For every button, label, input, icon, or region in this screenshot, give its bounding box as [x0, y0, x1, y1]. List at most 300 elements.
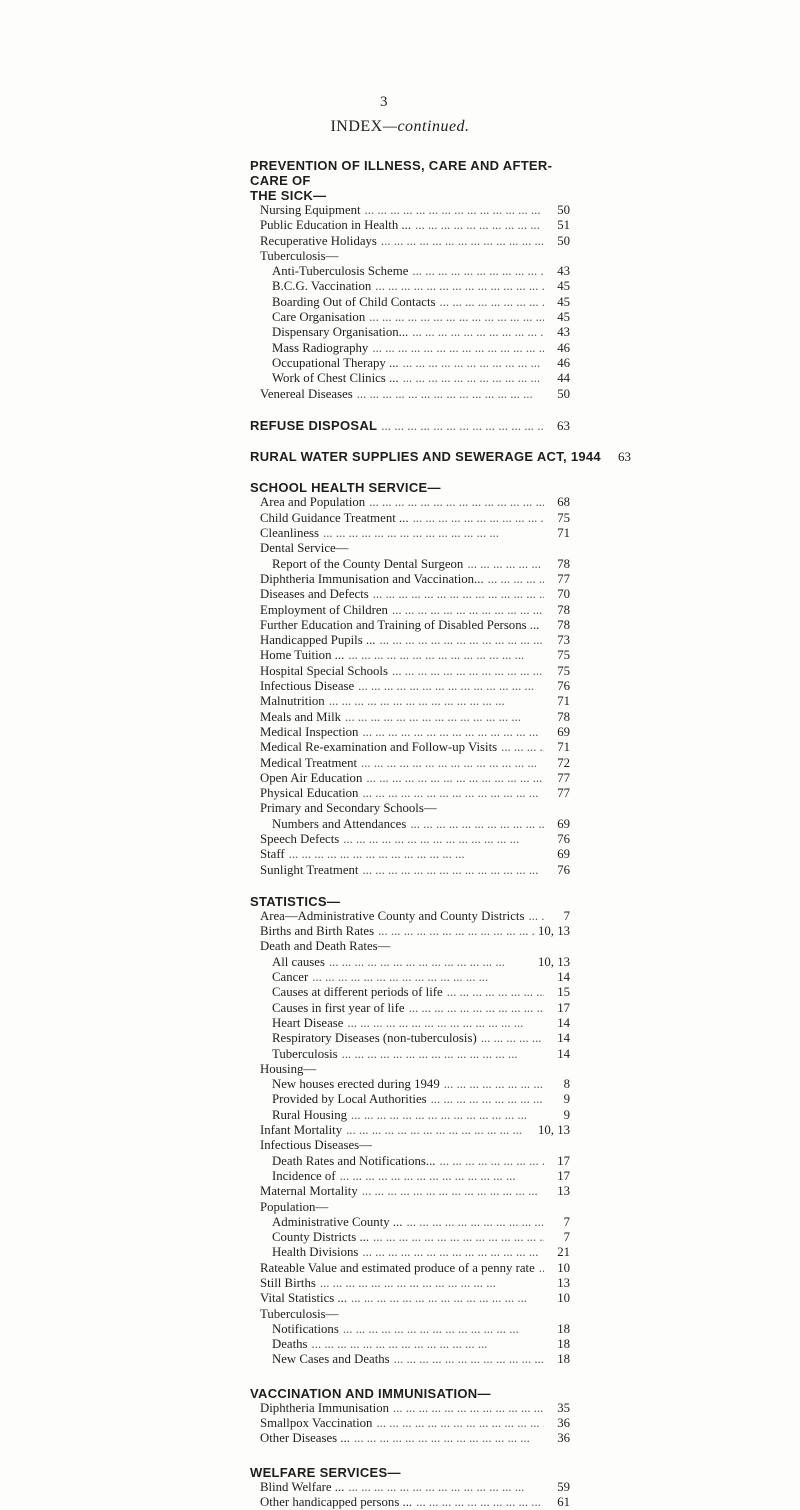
page-ref: 15	[557, 985, 570, 1000]
index-entry	[250, 1337, 570, 1352]
leader-dots	[350, 1431, 544, 1446]
index-entry	[250, 557, 570, 572]
index-section	[250, 158, 570, 402]
entry-label: Nursing Equipment	[260, 203, 361, 217]
page-ref: 45	[557, 310, 570, 325]
index-entry	[250, 1108, 570, 1123]
page-ref: 35	[557, 1400, 570, 1415]
index-entry	[250, 817, 570, 832]
leader-dots	[427, 1092, 544, 1107]
entry-label: Speech Defects	[260, 831, 340, 846]
leader-dots	[339, 1322, 544, 1337]
entry-label: Maternal Mortality	[260, 1184, 358, 1199]
title-main: INDEX	[330, 118, 383, 135]
page-ref: 78	[557, 709, 570, 724]
index-entry	[250, 1261, 570, 1276]
leader-dots	[343, 1016, 544, 1031]
page-ref: 17	[557, 1168, 570, 1183]
index-subheading	[250, 1138, 570, 1153]
entry-label: Blind Welfare ...	[260, 1479, 345, 1494]
index-entry	[250, 603, 570, 618]
page-ref: 50	[557, 233, 570, 248]
section-heading: STATISTICS—	[250, 893, 341, 909]
leader-dots	[377, 234, 544, 249]
entry-label: Tuberculosis—	[260, 248, 339, 263]
entry-label: Still Births	[260, 1276, 316, 1290]
section-heading: WELFARE SERVICES—	[250, 1464, 401, 1480]
index-entry	[250, 587, 570, 602]
entry-label: Smallpox Vaccination	[260, 1416, 373, 1431]
index-entry	[250, 310, 570, 325]
entry-label: Infectious Diseases—	[260, 1138, 372, 1153]
entry-label: Infant Mortality	[260, 1123, 343, 1138]
leader-dots	[406, 817, 544, 832]
leader-dots	[412, 1495, 544, 1510]
leader-dots	[285, 847, 544, 862]
leader-dots	[369, 587, 544, 602]
page-ref: 43	[557, 325, 570, 340]
index-entry	[250, 1401, 570, 1416]
leader-dots	[374, 924, 536, 939]
index-entry	[250, 511, 570, 526]
page-ref: 7	[563, 1230, 570, 1245]
index-entry	[250, 279, 570, 294]
leader-dots	[402, 1215, 544, 1230]
section-heading-continued: THE SICK—	[250, 188, 327, 203]
index-subheading	[250, 801, 570, 816]
index-entry	[250, 985, 570, 1000]
leader-dots	[388, 664, 544, 679]
entry-label: Medical Inspection	[260, 724, 359, 739]
index-entry	[250, 847, 570, 862]
leader-dots	[365, 310, 544, 325]
leader-dots	[435, 1154, 544, 1169]
index-entry	[250, 1276, 570, 1291]
leader-dots	[347, 1108, 544, 1123]
page-ref: 59	[557, 1479, 570, 1494]
index-entry	[250, 1480, 570, 1495]
entry-label: Staff	[260, 847, 285, 862]
index-entry	[250, 1077, 570, 1092]
page-ref: 14	[557, 970, 570, 985]
index-entry	[250, 679, 570, 694]
entry-label: Tuberculosis—	[260, 1306, 339, 1321]
leader-dots	[342, 1123, 536, 1138]
page-ref: 44	[557, 371, 570, 386]
leader-dots	[484, 572, 544, 587]
page-ref: 18	[557, 1337, 570, 1352]
index-entry	[250, 909, 570, 924]
page-ref: 75	[557, 648, 570, 663]
page-ref: 9	[563, 1092, 570, 1107]
leader-dots	[399, 371, 544, 386]
leader-dots	[440, 1077, 544, 1092]
entry-label: Anti-Tuberculosis Scheme	[272, 264, 409, 279]
entry-label: Recuperative Holidays	[260, 233, 377, 248]
leader-dots	[347, 1291, 544, 1306]
page-ref: 70	[557, 587, 570, 602]
page-ref: 7	[563, 908, 570, 923]
index-entry	[250, 1154, 570, 1169]
entry-label: New houses erected during 1949	[272, 1077, 440, 1092]
index-entry	[250, 832, 570, 847]
page-ref: 14	[557, 1046, 570, 1061]
leader-dots	[325, 694, 544, 709]
entry-label: Child Guidance Treatment ...	[260, 510, 409, 525]
page-ref: 77	[557, 571, 570, 586]
index-entry	[250, 694, 570, 709]
page-ref: 63	[557, 417, 570, 433]
index-section	[250, 1386, 570, 1447]
entry-label: Area and Population	[260, 495, 366, 510]
index-subheading	[250, 1200, 570, 1215]
entry-label: Dental Service—	[260, 541, 349, 556]
index-entry	[250, 1322, 570, 1337]
leader-dots	[535, 1261, 544, 1276]
page-ref: 7	[563, 1214, 570, 1229]
entry-label: Births and Birth Rates	[260, 924, 375, 939]
page-ref: 46	[557, 340, 570, 355]
leader-dots	[463, 557, 544, 572]
entry-label: Dispensary Organisation...	[272, 325, 409, 340]
page-ref: 72	[557, 755, 570, 770]
entry-label: Employment of Children	[260, 602, 388, 617]
entry-label: Tuberculosis	[272, 1046, 338, 1061]
page-ref: 73	[557, 633, 570, 648]
page-ref: 14	[557, 1015, 570, 1030]
index-entry	[250, 203, 570, 218]
entry-label: Death and Death Rates—	[260, 939, 391, 954]
leader-dots	[376, 633, 544, 648]
index-entry	[250, 710, 570, 725]
index-entry	[250, 218, 570, 233]
page-ref: 50	[557, 386, 570, 401]
leader-dots	[358, 863, 544, 878]
index-entry	[250, 572, 570, 587]
entry-label: Numbers and Attendances	[272, 816, 407, 831]
index-entry	[250, 863, 570, 878]
index-subheading	[250, 249, 570, 264]
page-ref: 78	[557, 556, 570, 571]
entry-label: Care Organisation	[272, 310, 366, 325]
entry-label: Primary and Secondary Schools—	[260, 801, 437, 816]
entry-label: All causes	[272, 954, 325, 969]
page-ref: 8	[563, 1077, 570, 1092]
index-entry	[250, 1352, 570, 1367]
index-entry	[250, 341, 570, 356]
page-ref: 45	[557, 279, 570, 294]
leader-dots	[341, 710, 544, 725]
page-ref: 10	[557, 1260, 570, 1275]
entry-label: Infectious Disease	[260, 679, 355, 694]
entry-label: Notifications	[272, 1321, 339, 1336]
entry-label: Home Tuition ...	[260, 648, 345, 663]
page-ref: 77	[557, 786, 570, 801]
entry-label: Other Diseases ...	[260, 1431, 350, 1446]
index-entry	[250, 924, 570, 939]
leader-dots	[319, 526, 544, 541]
entry-label: Housing—	[260, 1061, 317, 1076]
entry-label: Diphtheria Immunisation and Vaccination...	[260, 571, 484, 586]
page-ref: 71	[557, 526, 570, 541]
entry-label: Causes in first year of life	[272, 1000, 405, 1015]
page-ref: 50	[557, 203, 570, 217]
leader-dots	[408, 264, 544, 279]
entry-label: Handicapped Pupils ...	[260, 633, 376, 648]
index-entry	[250, 387, 570, 402]
index-entry	[250, 786, 570, 801]
leader-dots	[358, 1245, 544, 1260]
index-entry	[250, 970, 570, 985]
index-entry	[250, 325, 570, 340]
entry-label: Vital Statistics ...	[260, 1291, 348, 1306]
index-entry	[250, 771, 570, 786]
index-entry	[250, 1031, 570, 1046]
index-section	[250, 449, 631, 465]
entry-label: Hospital Special Schools	[260, 663, 388, 678]
page-title	[0, 118, 800, 136]
page-ref: 51	[557, 218, 570, 233]
section-heading-row	[250, 449, 631, 465]
entry-label: Report of the County Dental Surgeon	[272, 556, 464, 571]
page-ref: 63	[617, 449, 631, 465]
leader-dots	[409, 511, 544, 526]
page-ref: 10, 13	[538, 924, 570, 939]
index-entry	[250, 740, 570, 755]
index-entry	[250, 1215, 570, 1230]
leader-dots	[365, 495, 544, 510]
leader-dots	[361, 203, 544, 218]
index-entry	[250, 756, 570, 771]
index-entry	[250, 1169, 570, 1184]
index-entry	[250, 1245, 570, 1260]
leader-dots	[358, 1184, 544, 1199]
leader-dots	[308, 1337, 544, 1352]
page-number: 3	[380, 94, 388, 110]
page-ref: 75	[557, 663, 570, 678]
entry-label: Respiratory Diseases (non-tuberculosis)	[272, 1031, 477, 1046]
entry-label: Causes at different periods of life	[272, 985, 443, 1000]
entry-label: Sunlight Treatment	[260, 862, 359, 877]
leader-dots	[389, 1401, 544, 1416]
page-ref: 21	[557, 1245, 570, 1260]
leader-dots	[336, 1169, 544, 1184]
entry-label: Boarding Out of Child Contacts	[272, 294, 436, 309]
page-ref: 18	[557, 1321, 570, 1336]
index-entry	[250, 526, 570, 541]
entry-label: B.C.G. Vaccination	[272, 279, 372, 294]
index-entry	[250, 725, 570, 740]
leader-dots	[344, 648, 544, 663]
page-ref: 68	[557, 495, 570, 510]
leader-dots	[443, 985, 544, 1000]
index-content	[250, 158, 631, 1510]
entry-label: Open Air Education	[260, 770, 363, 785]
page-ref: 17	[557, 1000, 570, 1015]
page-ref: 69	[557, 847, 570, 862]
leader-dots	[388, 603, 544, 618]
entry-label: Medical Treatment	[260, 755, 358, 770]
index-entry	[250, 371, 570, 386]
index-entry	[250, 1001, 570, 1016]
leader-dots	[405, 1001, 544, 1016]
index-entry	[250, 633, 570, 648]
index-subheading	[250, 1307, 570, 1322]
leader-dots	[362, 771, 544, 786]
entry-label: Work of Chest Clinics ...	[272, 371, 399, 386]
entry-label: Diseases and Defects	[260, 587, 369, 602]
page-ref: 9	[563, 1107, 570, 1122]
entry-label: Rural Housing	[272, 1107, 348, 1122]
entry-label: Deaths	[272, 1337, 308, 1352]
section-heading: VACCINATION AND IMMUNISATION—	[250, 1385, 491, 1401]
leader-dots	[308, 970, 544, 985]
section-heading: REFUSE DISPOSAL	[250, 417, 378, 433]
title-suffix: —continued.	[382, 118, 470, 135]
index-entry	[250, 356, 570, 371]
leader-dots	[524, 909, 544, 924]
leader-dots	[372, 1416, 544, 1431]
index-section	[250, 894, 570, 1368]
index-entry	[250, 295, 570, 310]
index-section	[250, 418, 570, 433]
index-section	[250, 1465, 570, 1510]
index-entry	[250, 664, 570, 679]
leader-dots	[357, 756, 544, 771]
leader-dots	[369, 1230, 544, 1245]
entry-label: Area—Administrative County and County Districts	[260, 908, 525, 923]
entry-label: Health Divisions	[272, 1245, 359, 1260]
leader-dots	[316, 1276, 544, 1291]
section-heading: SCHOOL HEALTH SERVICE—	[250, 480, 441, 496]
page-ref: 75	[557, 510, 570, 525]
page-ref: 17	[557, 1153, 570, 1168]
leader-dots	[354, 679, 544, 694]
index-entry	[250, 264, 570, 279]
page-ref: 78	[557, 602, 570, 617]
index-entry	[250, 495, 570, 510]
entry-label: Death Rates and Notifications...	[272, 1153, 436, 1168]
section-heading: RURAL WATER SUPPLIES AND SEWERAGE ACT, 1944	[250, 449, 601, 465]
entry-label: Venereal Diseases	[260, 386, 353, 401]
leader-dots	[408, 325, 544, 340]
entry-label: Mass Radiography	[272, 340, 369, 355]
entry-label: Malnutrition	[260, 694, 325, 709]
page-ref: 71	[557, 694, 570, 709]
entry-label: Physical Education	[260, 786, 359, 801]
index-subheading	[250, 541, 570, 556]
index-subheading	[250, 939, 570, 954]
entry-label: Rateable Value and estimated produce of a penny rate	[260, 1260, 535, 1275]
page-ref: 76	[557, 679, 570, 694]
index-entry	[250, 1291, 570, 1306]
page-ref: 10	[557, 1291, 570, 1306]
index-entry	[250, 1230, 570, 1245]
page-ref: 61	[557, 1494, 570, 1509]
index-entry	[250, 234, 570, 249]
entry-label: Other handicapped persons ...	[260, 1494, 413, 1509]
page-ref: 43	[557, 264, 570, 279]
page-ref: 76	[557, 862, 570, 877]
page-ref: 45	[557, 294, 570, 309]
leader-dots	[390, 1352, 544, 1367]
page-ref: 78	[557, 617, 570, 632]
entry-label: Incidence of	[272, 1168, 336, 1183]
page-ref: 76	[557, 831, 570, 846]
leader-dots	[497, 740, 544, 755]
leader-dots	[377, 418, 544, 433]
leader-dots	[368, 341, 544, 356]
entry-label: Provided by Local Authorities	[272, 1092, 427, 1107]
index-section	[250, 480, 570, 877]
index-entry	[250, 1092, 570, 1107]
leader-dots	[339, 832, 544, 847]
section-heading-row	[250, 418, 570, 433]
entry-label: Cancer	[272, 970, 309, 985]
leader-dots	[325, 955, 536, 970]
entry-label: Population—	[260, 1199, 329, 1214]
index-entry	[250, 1184, 570, 1199]
page-ref: 69	[557, 816, 570, 831]
leader-dots	[358, 725, 544, 740]
entry-label: Heart Disease	[272, 1015, 344, 1030]
entry-label: Meals and Milk	[260, 709, 342, 724]
entry-label: Further Education and Training of Disabled Persons ...	[260, 617, 540, 632]
index-entry	[250, 1123, 570, 1138]
page-ref: 13	[557, 1184, 570, 1199]
page-ref: 36	[557, 1431, 570, 1446]
entry-label: Medical Re-examination and Follow-up Visits	[260, 740, 498, 755]
page-ref: 71	[557, 740, 570, 755]
page-ref: 18	[557, 1352, 570, 1367]
entry-label: County Districts ...	[272, 1230, 370, 1245]
leader-dots	[477, 1031, 544, 1046]
entry-label: New Cases and Deaths	[272, 1352, 390, 1367]
index-entry	[250, 648, 570, 663]
index-entry	[250, 1047, 570, 1062]
page-ref: 46	[557, 355, 570, 370]
leader-dots	[371, 279, 544, 294]
index-entry	[250, 1416, 570, 1431]
leader-dots	[358, 786, 544, 801]
index-entry	[250, 1495, 570, 1510]
leader-dots	[436, 295, 544, 310]
entry-label: Cleanliness	[260, 526, 319, 541]
leader-dots	[399, 356, 544, 371]
leader-dots	[344, 1480, 544, 1495]
entry-label: Diphtheria Immunisation	[260, 1400, 390, 1415]
index-entry	[250, 955, 570, 970]
page-ref: 10, 13	[538, 954, 570, 969]
page-ref: 69	[557, 724, 570, 739]
leader-dots	[353, 387, 544, 402]
entry-label: Administrative County ...	[272, 1214, 403, 1229]
index-subheading	[250, 1062, 570, 1077]
page-ref: 14	[557, 1031, 570, 1046]
leader-dots	[338, 1047, 544, 1062]
section-heading: PREVENTION OF ILLNESS, CARE AND AFTER-CARE OF	[250, 158, 553, 188]
entry-label: Public Education in Health ...	[260, 218, 412, 233]
page-ref: 13	[557, 1276, 570, 1290]
page-ref: 36	[557, 1416, 570, 1431]
index-entry	[250, 618, 570, 633]
entry-label: Occupational Therapy ...	[272, 355, 399, 370]
page-ref: 10, 13	[538, 1123, 570, 1138]
index-entry	[250, 1016, 570, 1031]
page-ref: 77	[557, 770, 570, 785]
index-entry	[250, 1431, 570, 1446]
leader-dots	[411, 218, 544, 233]
